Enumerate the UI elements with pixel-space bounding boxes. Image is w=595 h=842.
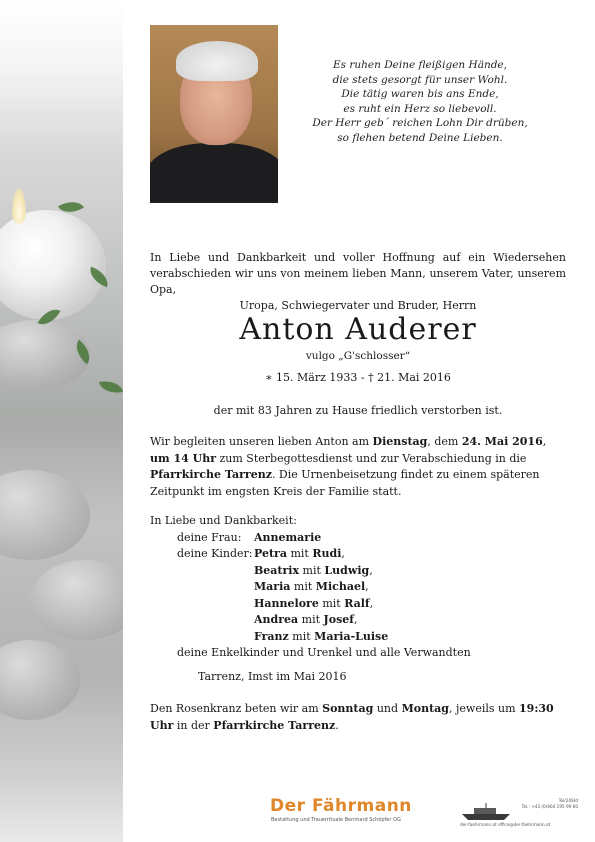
funeral-home-footer (270, 796, 580, 828)
text-segment: mit (288, 629, 315, 643)
rosary-time: 19:30 Uhr (150, 702, 554, 732)
text-segment: in der (173, 718, 214, 732)
family-heading: In Liebe und Dankbarkeit: (150, 514, 297, 527)
text-segment: mit (298, 613, 324, 626)
portrait-hair (176, 41, 258, 81)
funeral-day: Dienstag (372, 435, 428, 448)
text-segment: , (369, 563, 373, 577)
deceased-nickname: vulgo „G'schlosser“ (305, 350, 411, 362)
child-name: Petra (254, 547, 287, 560)
family-member-name: Annemarie (254, 531, 322, 544)
rosary-announcement (150, 701, 566, 734)
rosary-church: Pfarrkirche Tarrenz (213, 718, 336, 732)
pebble-decoration (0, 470, 90, 560)
life-dates: ∗ 15. März 1933 - † 21. Mai 2016 (265, 371, 451, 384)
contact-line: Tel.: +43 (0)664 195 99 60 (521, 804, 578, 809)
contact-line: Tel/24Std (558, 798, 578, 803)
text-segment: , dem (427, 435, 462, 448)
text-segment: , (341, 547, 345, 560)
child-entry (254, 546, 345, 563)
text-segment: , (542, 435, 547, 448)
partner-name: Michael (315, 580, 366, 593)
ivy-leaf-decoration (99, 378, 123, 396)
child-entry (254, 563, 373, 580)
funeral-date: 24. Mai 2016 (461, 435, 543, 448)
intro-text (150, 250, 566, 314)
child-name: Andrea (254, 613, 299, 626)
partner-name: Ralf (344, 596, 370, 610)
partner-name: Ludwig (324, 563, 370, 577)
text-segment: . Die Urnenbeisetzung findet zu einem späteren Zeitpunkt im engsten Kreis der Familie statt. (150, 468, 540, 498)
poem-line: es ruht ein Herz so liebevoll. (343, 102, 497, 115)
partner-name: Rudi (312, 547, 342, 560)
text-segment: , (365, 580, 369, 593)
partner-name: Maria-Luise (314, 629, 389, 643)
intro-line: Uropa, Schwiegervater und Bruder, Herrn (239, 299, 477, 312)
poem-line: Es ruhen Deine fleißigen Hände, (333, 59, 507, 71)
portrait-body (150, 143, 278, 203)
funeral-home-web: der-faehrmann.at office@der-faehrmann.at (460, 822, 551, 827)
other-relatives: deine Enkelkinder und Urenkel und alle Verwandten (177, 646, 471, 659)
text-segment: , (369, 596, 374, 610)
place-and-date: Tarrenz, Imst im Mai 2016 (198, 670, 347, 683)
text-segment: Wir begleiten unseren lieben Anton am (150, 435, 373, 448)
death-note: der mit 83 Jahren zu Hause friedlich verstorben ist. (213, 404, 503, 417)
funeral-home-contact (512, 798, 578, 810)
poem-line: Der Herr geb´ reichen Lohn Dir drüben, (312, 117, 528, 129)
candle-flame-decoration (12, 188, 26, 224)
wife-name (254, 530, 321, 547)
pebble-decoration (30, 560, 123, 640)
decorative-candle-sidebar (0, 0, 123, 842)
funeral-announcement (150, 434, 566, 500)
pebble-decoration (0, 640, 80, 720)
funeral-time: um 14 Uhr (150, 451, 216, 465)
wife-label: deine Frau: (177, 531, 242, 544)
child-name: Hannelore (254, 596, 319, 610)
candle-decoration (0, 210, 106, 320)
text-segment: , jeweils um (448, 702, 520, 715)
child-name: Beatrix (254, 563, 300, 577)
poem-line: die stets gesorgt für unser Wohl. (332, 73, 508, 86)
child-name: Franz (254, 629, 289, 643)
text-segment: mit (286, 547, 313, 560)
text-segment: . (335, 718, 339, 732)
rosary-day: Sonntag (322, 702, 374, 715)
children-label: deine Kinder: (177, 547, 253, 560)
poem-line: Die tätig waren bis ans Ende, (341, 88, 499, 100)
child-entry (254, 629, 388, 646)
text-segment: , (354, 613, 358, 626)
memorial-poem (300, 58, 540, 145)
intro-line: In Liebe und Dankbarkeit und voller Hoffnung auf ein Wiedersehen verabschieden wir uns von meinem lieben Mann, unserem Vater, unserem Opa, (150, 251, 566, 296)
rosary-day: Montag (401, 702, 449, 715)
child-entry (254, 612, 358, 629)
funeral-home-logo: Der Fährmann (270, 796, 412, 816)
text-segment: mit (290, 580, 316, 593)
partner-name: Josef (323, 613, 354, 626)
funeral-church: Pfarrkirche Tarrenz (150, 468, 272, 481)
deceased-name: Anton Auderer (239, 312, 477, 347)
child-name: Maria (254, 580, 291, 593)
pebble-decoration (0, 320, 90, 390)
text-segment: mit (318, 596, 345, 610)
child-entry (254, 579, 369, 596)
funeral-home-subtitle: Bestattung und Trauerrituale Bernhard Schöpfer OG (271, 817, 401, 823)
portrait-photo (150, 25, 278, 203)
child-entry (254, 596, 373, 613)
poem-line: so flehen betend Deine Lieben. (337, 131, 503, 144)
text-segment: mit (299, 563, 325, 577)
text-segment: zum Sterbegottesdienst und zur Verabschiedung in die (216, 451, 527, 465)
text-segment: Den Rosenkranz beten wir am (150, 702, 323, 715)
ferry-boat-icon (460, 802, 512, 822)
text-segment: und (373, 702, 402, 715)
